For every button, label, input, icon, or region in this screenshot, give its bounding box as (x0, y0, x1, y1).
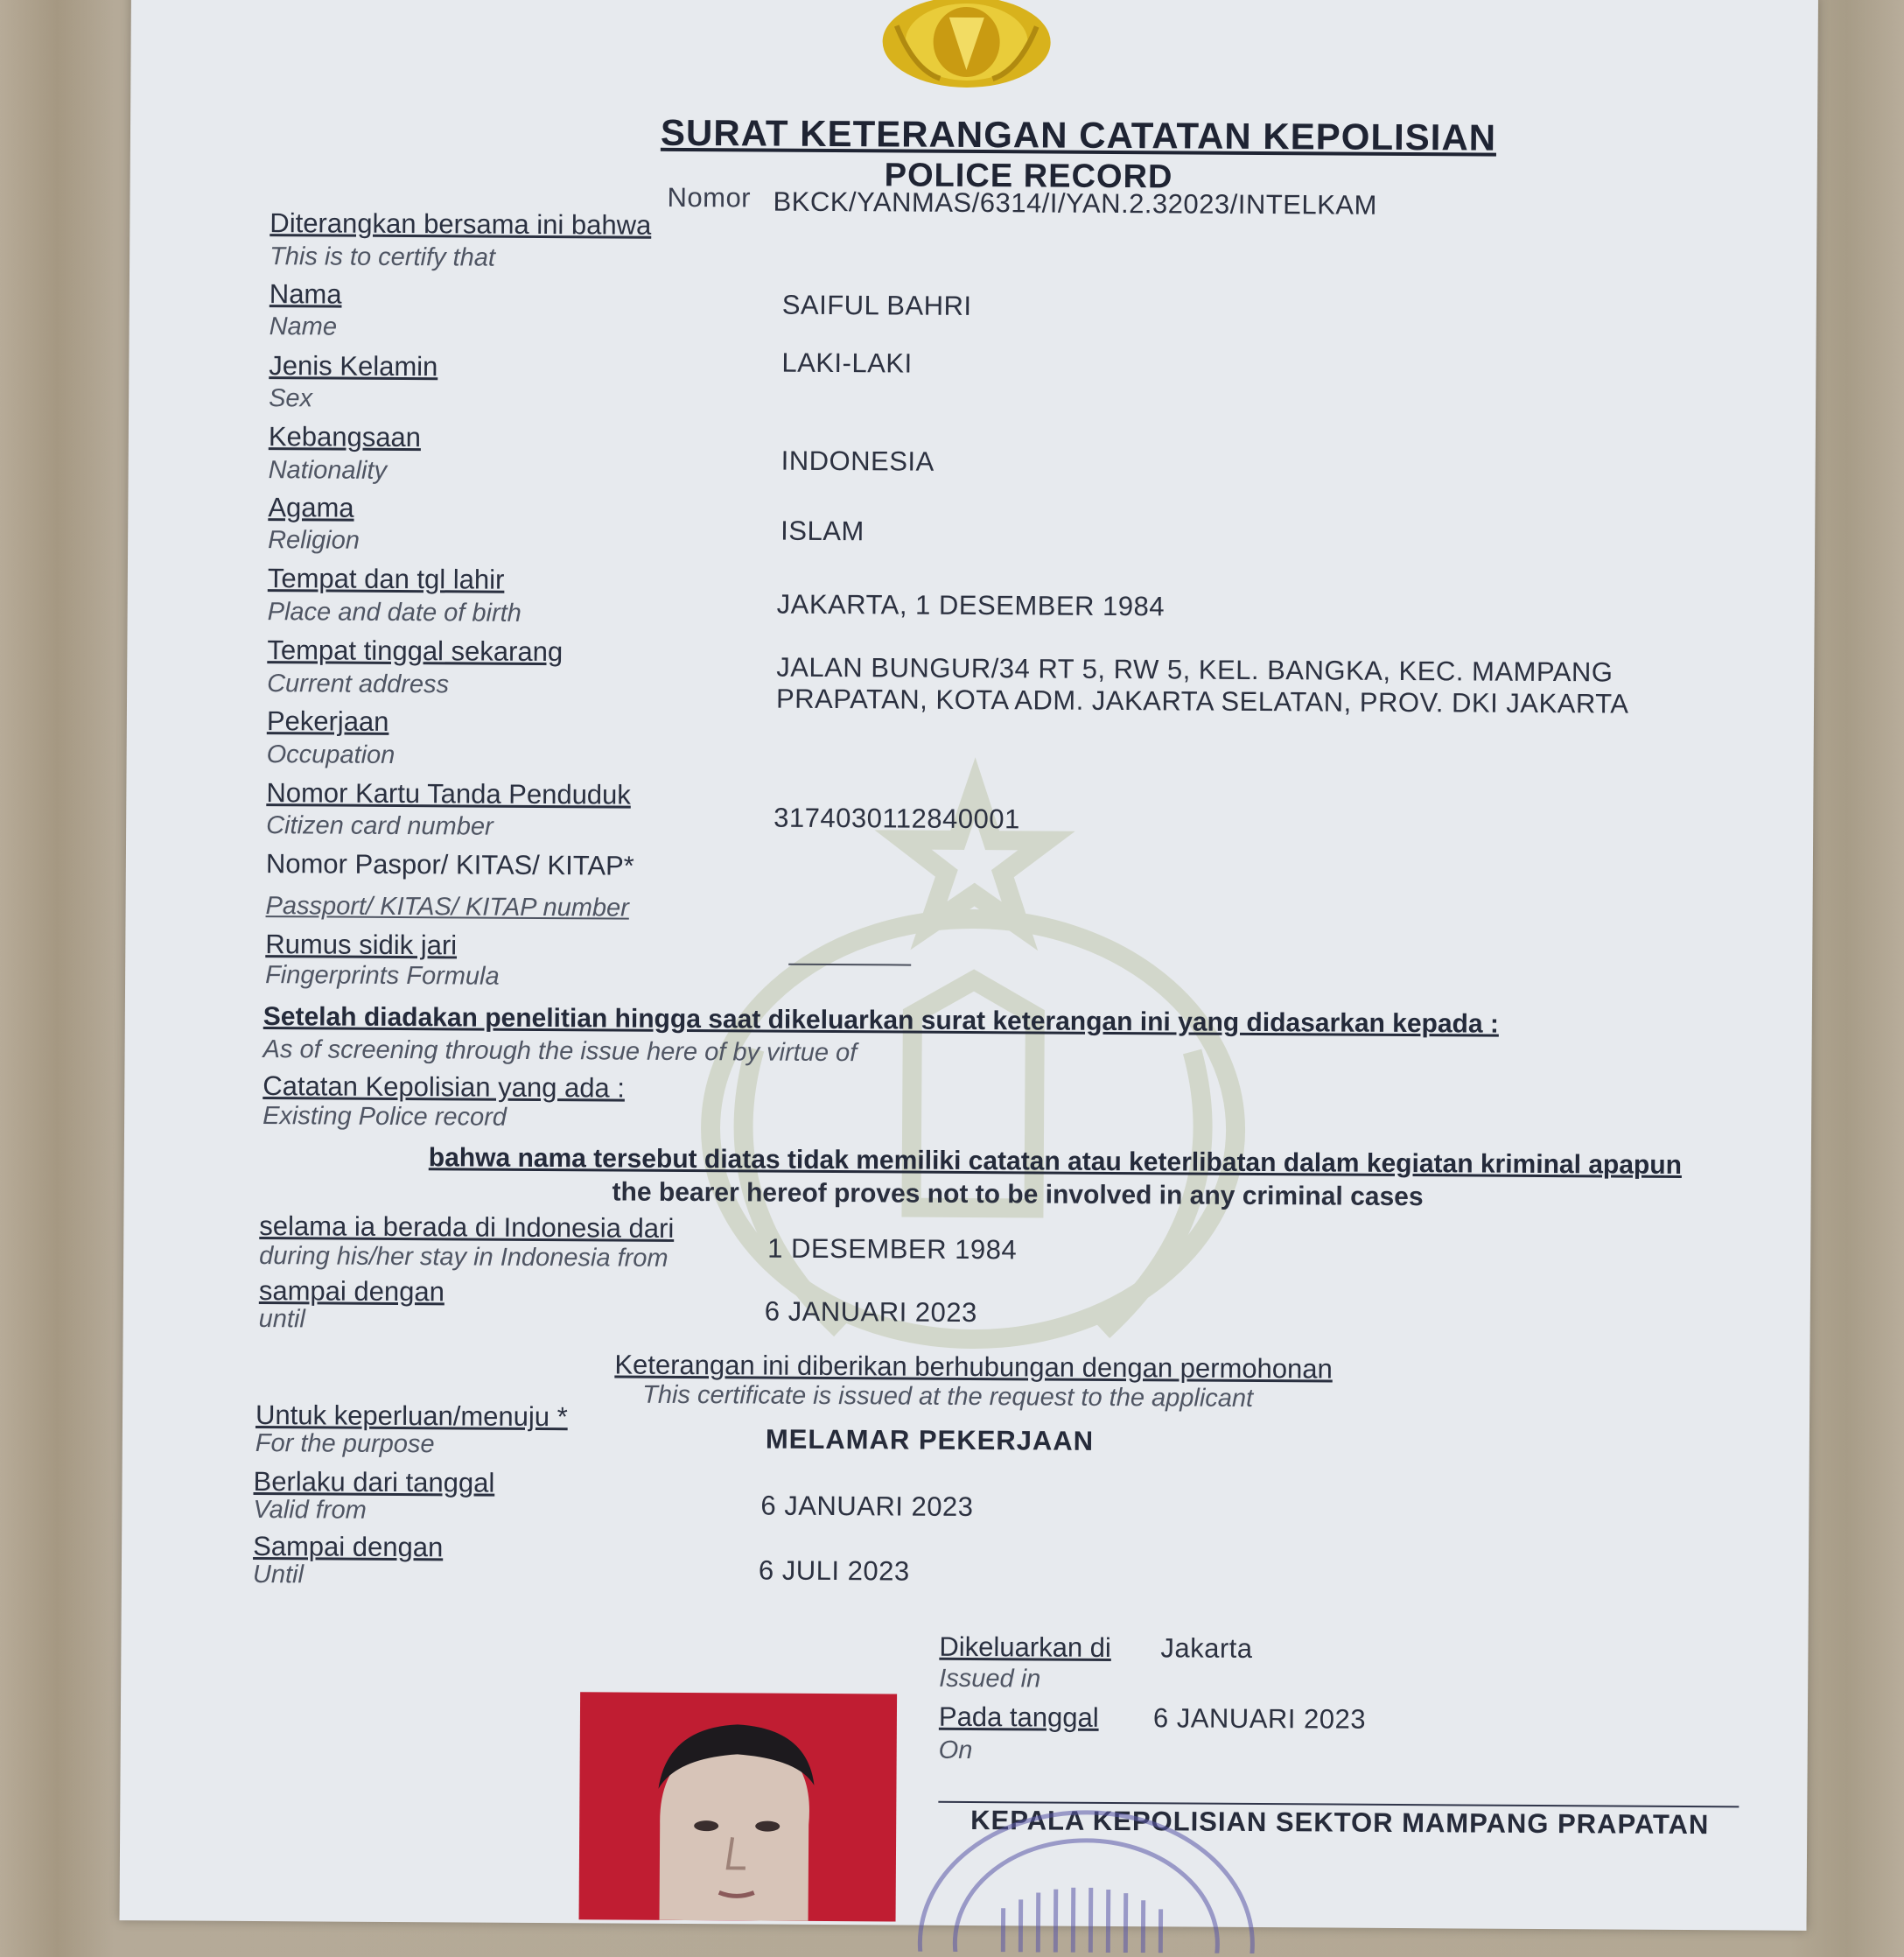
intro-label: Diterangkan bersama ini bahwa (270, 207, 652, 241)
field-sex-label: Jenis Kelamin (269, 350, 438, 382)
field-birth-value: JAKARTA, 1 DESEMBER 1984 (776, 588, 1166, 622)
purpose-label-en: For the purpose (255, 1429, 435, 1459)
field-occupation-label: Pekerjaan (266, 705, 389, 737)
record-label: Catatan Kepolisian yang ada : (262, 1070, 626, 1104)
issued-in-value: Jakarta (1160, 1632, 1253, 1664)
document-title: SURAT KETERANGAN CATATAN KEPOLISIAN (660, 111, 1497, 158)
field-address-label-en: Current address (267, 670, 450, 699)
official-stamp (898, 1777, 1275, 1954)
purpose-label: Untuk keperluan/menuju * (255, 1399, 568, 1433)
stay-until-value: 6 JANUARI 2023 (764, 1295, 977, 1329)
stay-from-label: selama ia berada di Indonesia dari (259, 1210, 675, 1244)
field-birth-label-en: Place and date of birth (267, 598, 522, 628)
criminal-statement: bahwa nama tersebut diatas tidak memiliki catatan atau keterlibatan dalam kegiatan kriminal apapun (428, 1143, 1683, 1180)
issued-in-label-en: Issued in (939, 1664, 1041, 1694)
stay-from-label-en: during his/her stay in Indonesia from (259, 1242, 668, 1273)
police-record-document (120, 0, 1818, 1931)
document-subtitle: POLICE RECORD (884, 157, 1173, 196)
valid-from-label: Berlaku dari tanggal (253, 1465, 495, 1498)
field-fingerprint-label-en: Fingerprints Formula (265, 961, 500, 991)
field-occupation-label-en: Occupation (266, 740, 396, 769)
valid-until-label-en: Until (252, 1560, 304, 1589)
screening-text: Setelah diadakan penelitian hingga saat dikeluarkan surat keterangan ini yang didasarkan kepada : (262, 1002, 1500, 1039)
field-religion-value: ISLAM (780, 515, 864, 547)
purpose-value: MELAMAR PEKERJAAN (765, 1423, 1095, 1456)
field-fingerprint-label: Rumus sidik jari (265, 929, 458, 961)
stay-from-value: 1 DESEMBER 1984 (767, 1232, 1018, 1266)
request-text-en: This certificate is issued at the request to the applicant (642, 1380, 1254, 1413)
valid-from-value: 6 JANUARI 2023 (760, 1490, 974, 1523)
field-idcard-value: 3174030112840001 (774, 802, 1020, 835)
field-address-value-line1: JALAN BUNGUR/34 RT 5, RW 5, KEL. BANGKA, KEC. MAMPANG (776, 651, 1614, 688)
field-address-label: Tempat tinggal sekarang (267, 635, 564, 668)
field-sex-value: LAKI-LAKI (781, 347, 913, 379)
person-portrait-icon (579, 1692, 898, 1921)
valid-until-value: 6 JULI 2023 (758, 1554, 910, 1587)
field-sex-label-en: Sex (269, 384, 313, 413)
request-text: Keterangan ini diberikan berhubungan dengan permohonan (614, 1349, 1333, 1385)
field-religion-label-en: Religion (268, 526, 360, 555)
field-idcard-label-en: Citizen card number (266, 811, 494, 841)
issue-date-label-en: On (938, 1736, 973, 1765)
field-passport-label-en: Passport/ KITAS/ KITAP number (265, 892, 629, 922)
stay-until-label: sampai dengan (258, 1275, 445, 1308)
screening-text-en: As of screening through the issue here of by virtue of (262, 1035, 858, 1068)
field-address-value-line2: PRAPATAN, KOTA ADM. JAKARTA SELATAN, PROV. DKI JAKARTA (775, 683, 1629, 719)
document-number: BKCK/YANMAS/6314/I/YAN.2.32023/INTELKAM (773, 186, 1377, 221)
field-name-label: Nama (269, 278, 342, 310)
issue-date-value: 6 JANUARI 2023 (1152, 1702, 1367, 1735)
field-birth-label: Tempat dan tgl lahir (267, 563, 505, 595)
valid-until-label: Sampai dengan (253, 1530, 444, 1563)
number-label: Nomor (667, 181, 752, 214)
issuing-authority: KEPALA KEPOLISIAN SEKTOR MAMPANG PRAPATAN (970, 1805, 1710, 1841)
police-emblem-icon (878, 0, 1054, 90)
field-religion-label: Agama (268, 492, 354, 523)
issue-date-label: Pada tanggal (938, 1701, 1099, 1733)
field-nationality-label: Kebangsaan (268, 421, 422, 453)
applicant-photo (579, 1692, 898, 1921)
intro-label-en: This is to certify that (270, 242, 496, 272)
record-label-en: Existing Police record (262, 1102, 508, 1132)
criminal-statement-en: the bearer hereof proves not to be involved in any criminal cases (612, 1177, 1424, 1212)
field-nationality-value: INDONESIA (780, 445, 934, 477)
stay-until-label-en: until (258, 1305, 306, 1334)
field-idcard-label: Nomor Kartu Tanda Penduduk (266, 777, 631, 810)
field-nationality-label-en: Nationality (268, 456, 388, 485)
field-passport-label: Nomor Paspor/ KITAS/ KITAP* (265, 848, 634, 881)
field-name-value: SAIFUL BAHRI (781, 289, 972, 321)
field-name-label-en: Name (269, 312, 338, 341)
valid-from-label-en: Valid from (253, 1495, 367, 1525)
issued-in-label: Dikeluarkan di (939, 1631, 1111, 1663)
